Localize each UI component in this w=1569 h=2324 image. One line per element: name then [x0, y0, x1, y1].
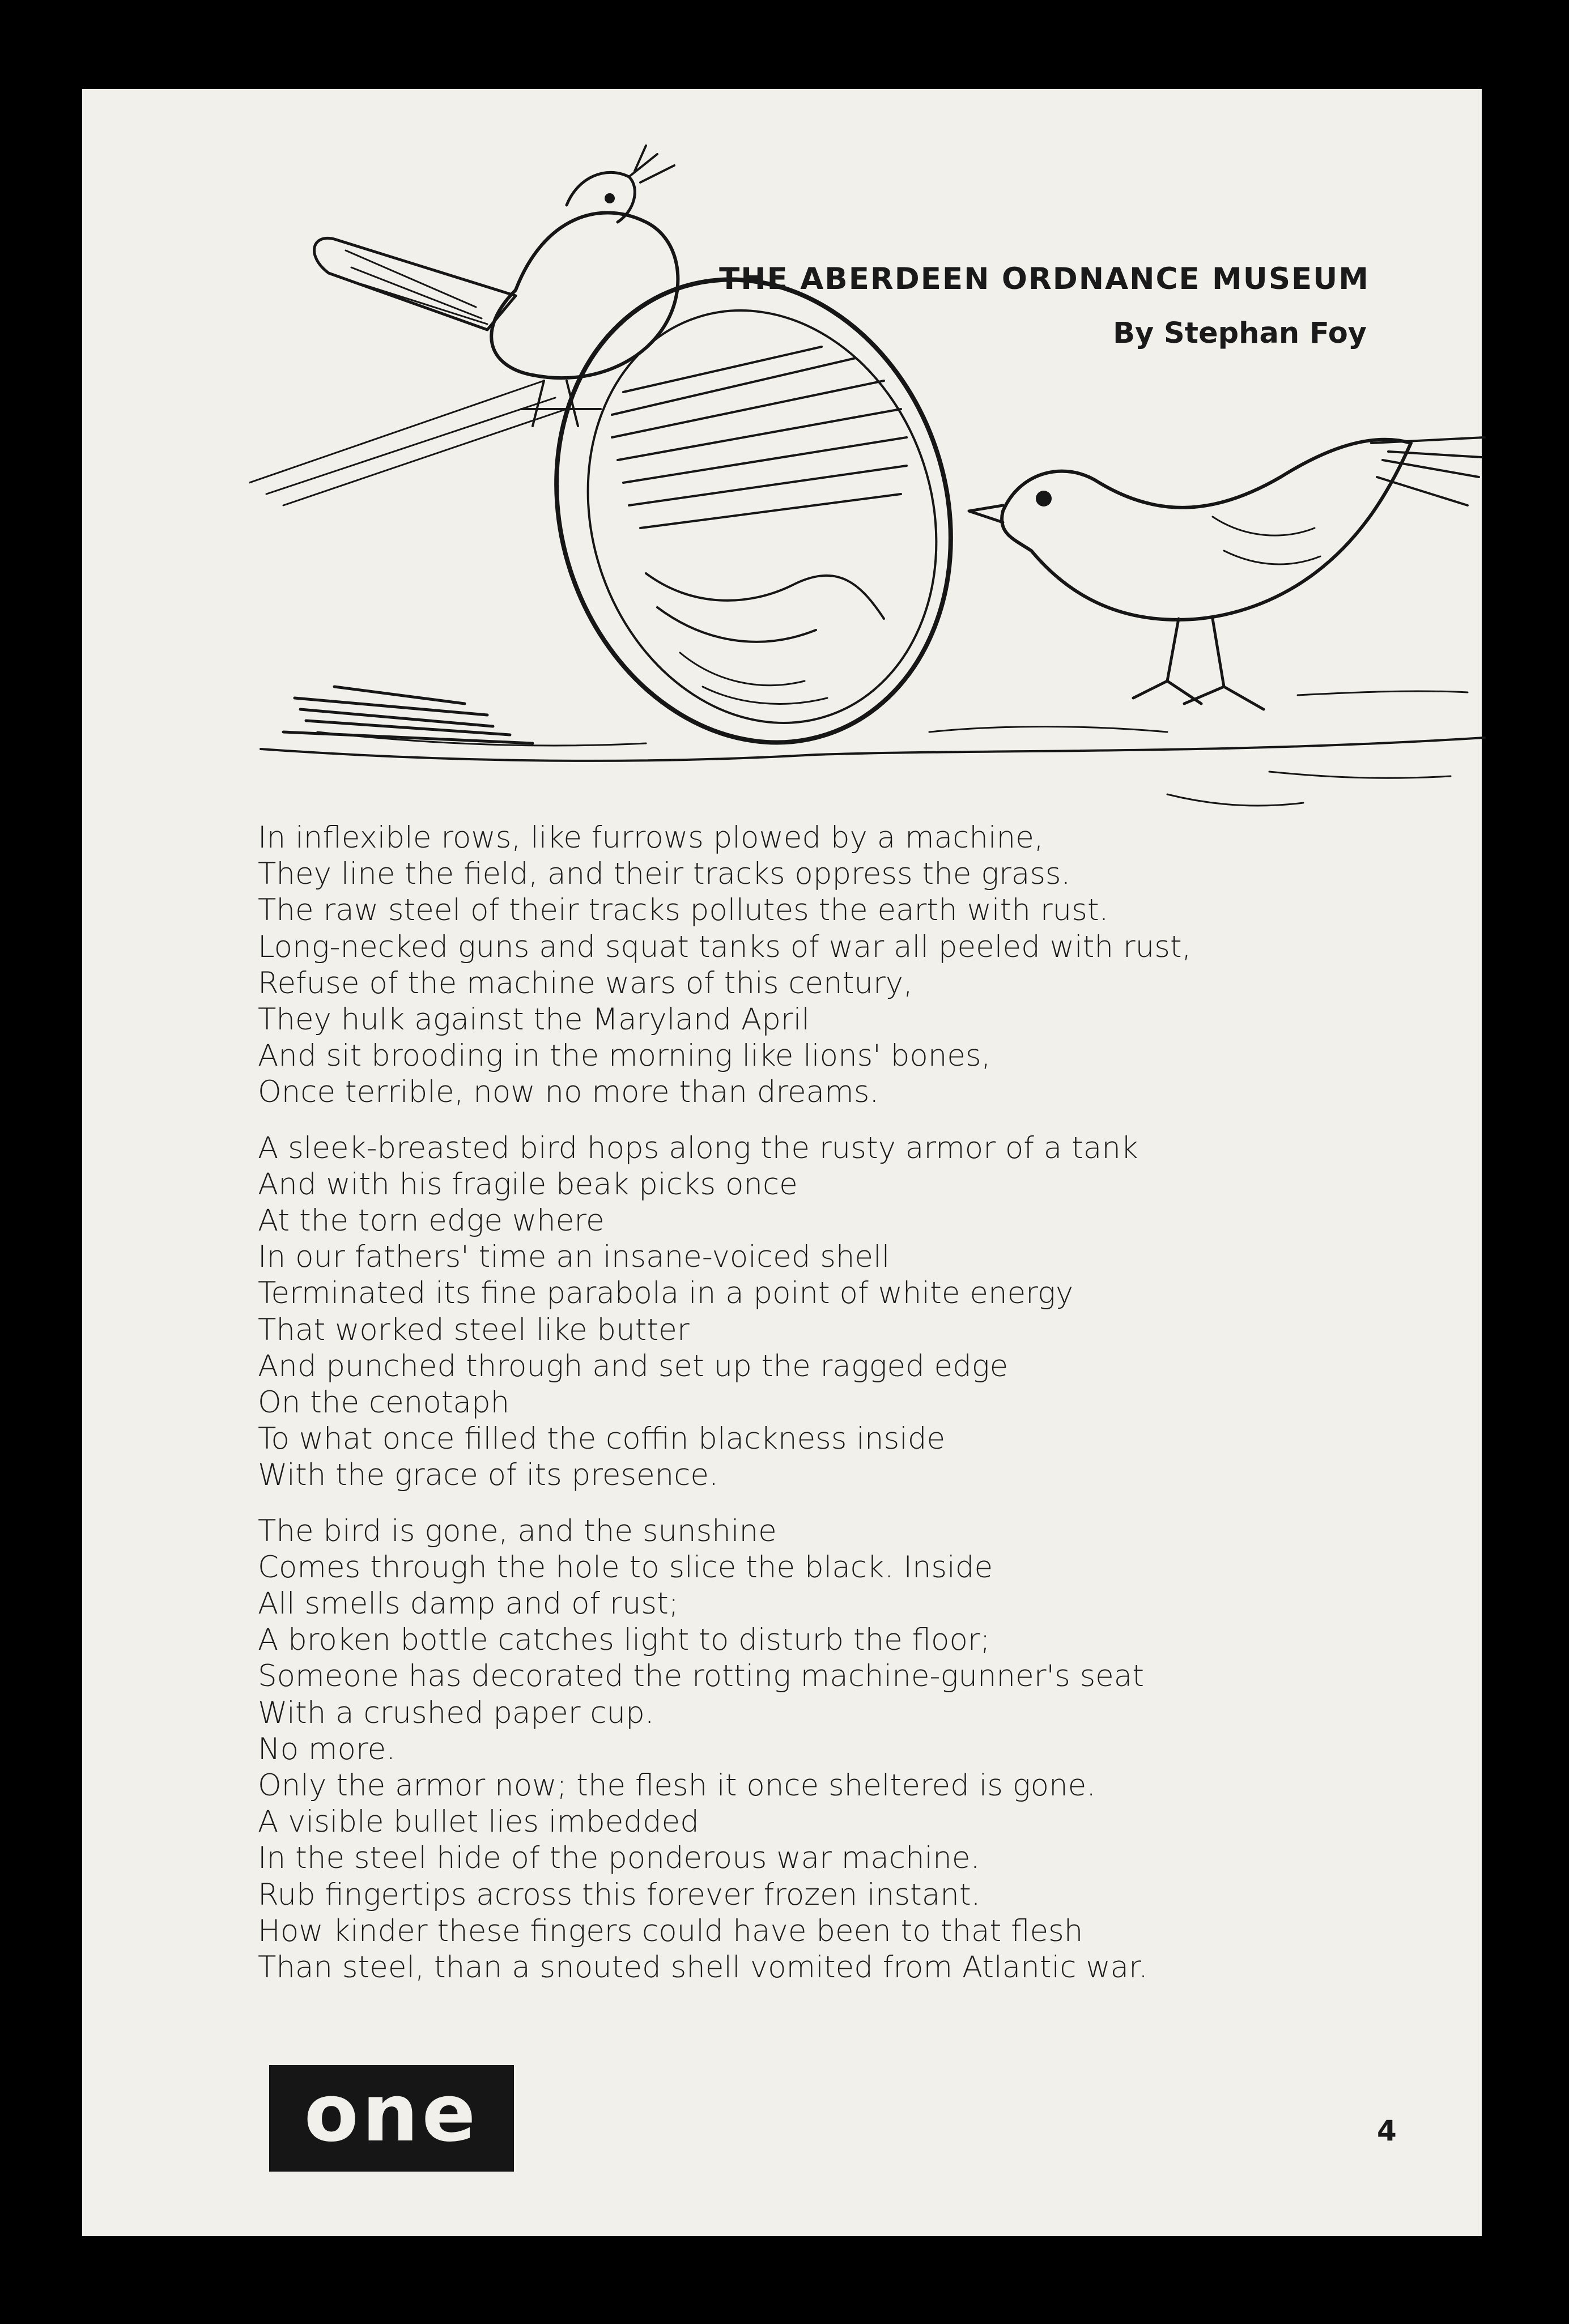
poem-line: They hulk against the Maryland April	[258, 1002, 810, 1037]
poem-line: Someone has decorated the rotting machine-gunner's seat	[258, 1659, 1145, 1694]
poem-line: Refuse of the machine wars of this century,	[258, 965, 913, 1001]
article-title: THE ABERDEEN ORDNANCE MUSEUM	[719, 262, 1370, 296]
magazine-page	[82, 89, 1482, 2236]
poem-line: Once terrible, now no more than dreams.	[258, 1075, 879, 1110]
poem-body	[258, 820, 1419, 2005]
poem-line: In our fathers' time an insane-voiced shell	[258, 1240, 890, 1275]
poem-line: Comes through the hole to slice the black. Inside	[258, 1550, 993, 1585]
poem-line: That worked steel like butter	[258, 1312, 690, 1347]
article-byline: By Stephan Foy	[1113, 317, 1367, 350]
poem-line: A visible bullet lies imbedded	[258, 1804, 699, 1840]
poem-line: The bird is gone, and the sunshine	[258, 1513, 777, 1548]
poem-line: And punched through and set up the ragged edge	[258, 1348, 1009, 1384]
poem-line: Only the armor now; the flesh it once sheltered is gone.	[258, 1768, 1096, 1803]
poem-line: To what once filled the coffin blackness inside	[258, 1421, 946, 1457]
poem-line: And with his fragile beak picks once	[258, 1167, 798, 1202]
magazine-logo	[269, 2065, 514, 2172]
poem-stanza	[258, 820, 1419, 1111]
poem-line: The raw steel of their tracks pollutes the earth with rust.	[258, 893, 1109, 928]
poem-line: A broken bottle catches light to disturb the floor;	[258, 1623, 990, 1658]
poem-line: With a crushed paper cup.	[258, 1695, 654, 1730]
magazine-logo-text: one	[304, 2067, 479, 2160]
poem-line: All smells damp and of rust;	[258, 1586, 679, 1621]
poem-line: How kinder these fingers could have been to that flesh	[258, 1913, 1083, 1948]
page-number: 4	[1377, 2114, 1397, 2147]
poem-line: In the steel hide of the ponderous war machine.	[258, 1841, 980, 1876]
poem-line: On the cenotaph	[258, 1385, 510, 1420]
poem-line: Terminated its fine parabola in a point of white energy	[258, 1276, 1074, 1311]
poem-line: And sit brooding in the morning like lions' bones,	[258, 1038, 991, 1074]
poem-line: They line the field, and their tracks oppress the grass.	[258, 857, 1071, 892]
poem-stanza	[258, 1130, 1419, 1494]
poem-line: In inflexible rows, like furrows plowed by a machine,	[258, 820, 1044, 855]
poem-line: With the grace of its presence.	[258, 1458, 718, 1493]
birds-on-artillery-shell-drawing-icon	[249, 143, 1487, 902]
poem-line: Than steel, than a snouted shell vomited from Atlantic war.	[258, 1950, 1148, 1985]
poem-line: A sleek-breasted bird hops along the rusty armor of a tank	[258, 1130, 1138, 1165]
poem-line: At the torn edge where	[258, 1203, 605, 1238]
poem-line: Rub fingertips across this forever frozen instant.	[258, 1877, 981, 1912]
poem-line: Long-necked guns and squat tanks of war all peeled with rust,	[258, 929, 1192, 964]
poem-stanza	[258, 1513, 1419, 1986]
poem-line: No more.	[258, 1731, 396, 1767]
